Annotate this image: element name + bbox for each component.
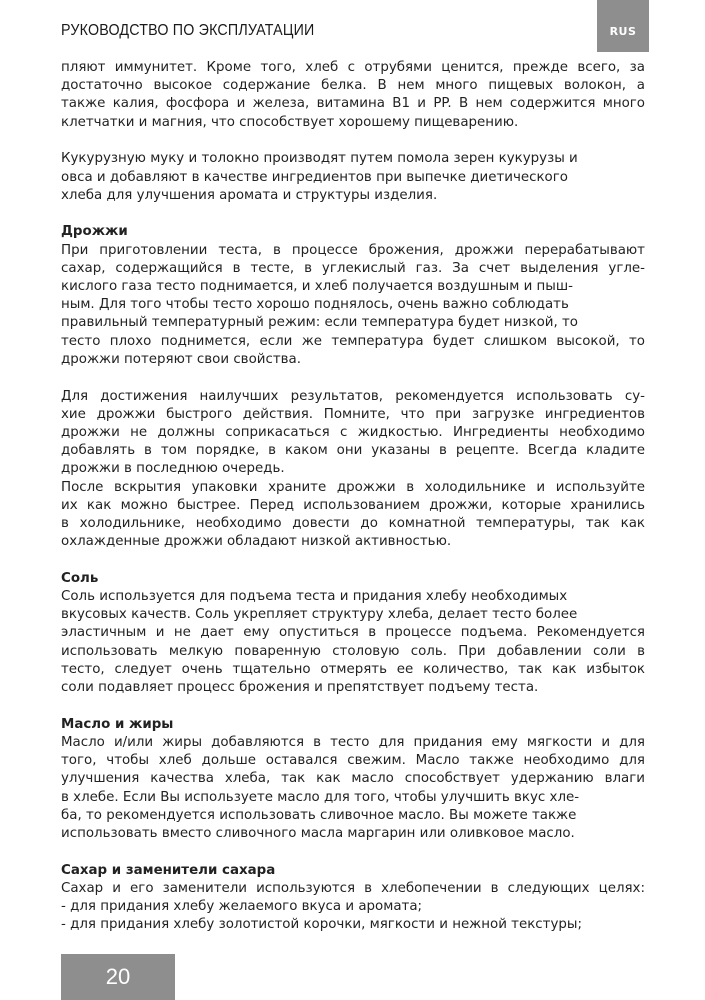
- text-line: дрожжи не должны соприкасаться с жидкостью. Ингредиенты необходимо: [61, 424, 645, 440]
- paragraph: [61, 588, 645, 697]
- text-line: Масло и/или жиры добавляются в тесто для придания ему мягкости и для: [61, 735, 645, 750]
- text-line: дрожжи в последнюю очередь.: [61, 461, 285, 477]
- paragraph-gap: [61, 205, 645, 224]
- page-header-title: РУКОВОДСТВО ПО ЭКСПЛУАТАЦИИ: [61, 22, 315, 39]
- text-line: хлеба для улучшения аромата и структуры изделия.: [61, 187, 438, 203]
- text-line: дрожжи потеряют свои свойства.: [61, 351, 301, 367]
- text-line: правильный температурный режим: если температура будет низкой, то: [61, 315, 578, 331]
- paragraph: [61, 242, 645, 369]
- text-line: хие дрожжи быстрого действия. Помните, что при загрузке ингредиентов: [61, 406, 645, 422]
- section-heading: Соль: [61, 570, 99, 586]
- paragraph-gap: [61, 132, 645, 151]
- text-line: вкусовых качеств. Соль укрепляет структуру хлеба, делает тесто более: [61, 607, 578, 623]
- text-line: Соль используется для подъема теста и придания хлебу необходимых: [61, 589, 568, 605]
- text-line: улучшения качества хлеба, так как масло способствует удержанию влаги: [61, 771, 645, 787]
- section-heading: Дрожжи: [61, 224, 128, 240]
- paragraph: [61, 880, 645, 935]
- text-line: пляют иммунитет. Кроме того, хлеб с отрубями ценится, прежде всего, за: [61, 60, 645, 75]
- text-line: Сахар и его заменители используются в хлебопечении в следующих целях:: [61, 880, 645, 896]
- text-line: охлажденные дрожжи обладают низкой активностью.: [61, 534, 452, 550]
- section-heading: Масло и жиры: [61, 716, 174, 732]
- text-line: ба, то рекомендуется использовать сливочное масло. Вы можете также: [61, 807, 577, 823]
- text-line: При приготовлении теста, в процессе брожения, дрожжи перерабатывают: [61, 242, 645, 258]
- text-line: достаточно высокое содержание белка. В нем много пищевых волокон, а: [61, 78, 645, 94]
- paragraph-gap: [61, 697, 645, 716]
- text-line: в хлебе. Если Вы используете масло для того, чтобы улучшить вкус хле-: [61, 789, 580, 805]
- text-line: тесто, следует очень тщательно отмерять ее количество, так как избыток: [61, 661, 645, 677]
- paragraph-gap: [61, 843, 645, 862]
- text-line: овса и добавляют в качестве ингредиентов при выпечке диетического: [61, 169, 568, 185]
- paragraph: [61, 150, 645, 205]
- text-line: в холодильнике, необходимо довести до комнатной температуры, так как: [61, 515, 645, 531]
- text-line: сахар, содержащийся в тесте, в углекислый газ. За счет выделения угле-: [61, 260, 645, 276]
- text-line: Кукурузную муку и толокно производят путем помола зерен кукурузы и: [61, 151, 578, 167]
- paragraph-gap: [61, 551, 645, 570]
- text-line: ным. Для того чтобы тесто хорошо поднялось, очень важно соблюдать: [61, 297, 569, 313]
- text-line: эластичным и не дает ему опуститься в процессе подъема. Рекомендуется: [61, 625, 645, 641]
- text-line: - для придания хлебу желаемого вкуса и аромата;: [61, 899, 423, 915]
- paragraph: [61, 388, 645, 479]
- text-line: После вскрытия упаковки храните дрожжи в холодильнике и используйте: [61, 479, 645, 495]
- paragraph: [61, 59, 645, 132]
- text-line: их как можно быстрее. Перед использованием дрожжи, которые хранились: [61, 497, 645, 513]
- paragraph: [61, 734, 645, 843]
- language-tab: RUS: [597, 0, 649, 52]
- section-heading: Сахар и заменители сахара: [61, 862, 276, 878]
- text-line: использовать мелкую поваренную столовую соль. При добавлении соли в: [61, 643, 645, 659]
- text-line: также калия, фосфора и железа, витамина B1 и PP. В нем содержится много: [61, 96, 645, 112]
- text-line: того, чтобы хлеб дольше оставался свежим. Масло также необходимо для: [61, 753, 645, 769]
- text-line: соли подавляет процесс брожения и препятствует подъему теста.: [61, 680, 539, 696]
- paragraph: [61, 479, 645, 552]
- paragraph-gap: [61, 369, 645, 388]
- text-line: кислого газа тесто поднимается, и хлеб получается воздушным и пыш-: [61, 279, 573, 295]
- document-body: [61, 59, 645, 935]
- text-line: - для придания хлебу золотистой корочки, мягкости и нежной текстуры;: [61, 917, 582, 933]
- text-line: клетчатки и магния, что способствует хорошему пищеварению.: [61, 114, 519, 130]
- page-number: 20: [61, 954, 175, 1000]
- text-line: Для достижения наилучших результатов, рекомендуется использовать су-: [61, 388, 645, 404]
- text-line: тесто плохо поднимется, если же температура будет слишком высокой, то: [61, 333, 645, 349]
- text-line: использовать вместо сливочного масла маргарин или оливковое масло.: [61, 826, 575, 842]
- text-line: добавлять в том порядке, в каком они указаны в рецепте. Всегда кладите: [61, 443, 645, 459]
